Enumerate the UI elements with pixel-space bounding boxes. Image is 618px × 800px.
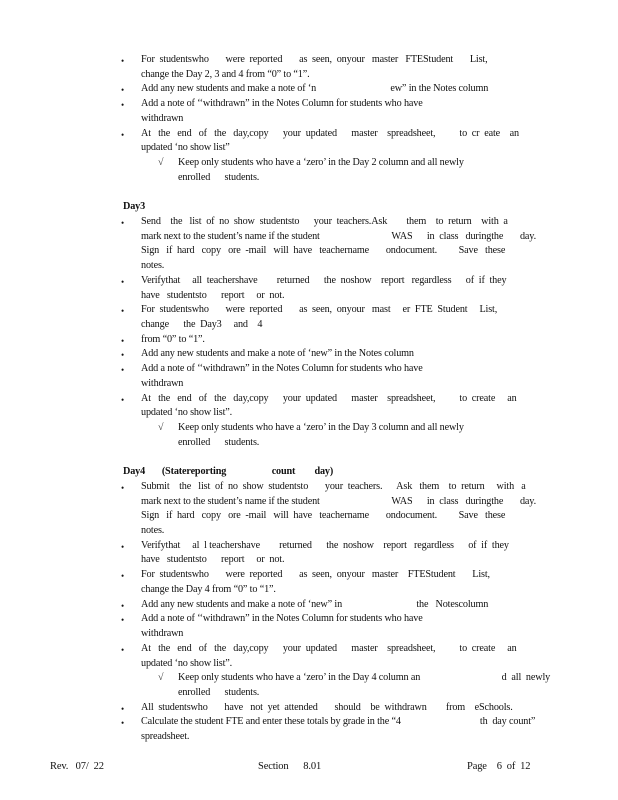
section-heading: Day3 — [123, 201, 146, 213]
text-line: Add any new students and make a note of ‘n ew” in the Notes column — [141, 83, 489, 95]
text-line: At the end of the day,copy your updated master spreadsheet, to create an — [141, 392, 517, 404]
text-line: enrolled students. — [178, 686, 260, 698]
text-line: Add a note of ‘‘withdrawn” in the Notes Column for students who have — [141, 613, 423, 625]
checkmark-icon: √ — [158, 157, 164, 169]
text-line: Sign if hard copy ore -mail will have teachername ondocument. Save these — [141, 510, 506, 522]
bullet-icon: • — [121, 482, 125, 493]
text-line: Keep only students who have a ‘zero’ in the Day 4 column an d all newly — [178, 672, 551, 684]
text-line: spreadsheet. — [141, 731, 190, 743]
text-line: Add a note of ‘‘withdrawn” in the Notes Column for students who have — [141, 363, 423, 375]
text-line: withdrawn — [141, 112, 184, 124]
text-line: For studentswho were reported as seen, onyour master FTEStudent List, — [141, 569, 490, 581]
text-line: mark next to the student’s name if the student WAS in class duringthe day. — [141, 230, 536, 242]
bullet-icon: • — [121, 306, 125, 317]
text-line: change the Day 4 from “0” to “1”. — [141, 583, 276, 595]
text-line: Verifythat all teachershave returned the noshow report regardless of if they — [141, 274, 507, 286]
text-line: have studentsto report or not. — [141, 289, 285, 301]
text-line: notes. — [141, 260, 165, 272]
text-line: Add any new students and make a note of ‘new” in the Notes column — [141, 348, 414, 360]
text-line: For studentswho were reported as seen, onyour mast er FTE Student List, — [141, 304, 498, 316]
text-line: Keep only students who have a ‘zero’ in the Day 2 column and all newly — [178, 157, 464, 169]
bullet-icon: • — [121, 85, 125, 96]
text-line: At the end of the day,copy your updated master spreadsheet, to create an — [141, 642, 517, 654]
bullet-icon: • — [121, 276, 125, 287]
text-line: Submit the list of no show studentsto your teachers. Ask them to return with a — [141, 480, 526, 492]
text-line: withdrawn — [141, 377, 184, 389]
text-line: updated ‘no show list”. — [141, 657, 233, 669]
text-line: Calculate the student FTE and enter these totals by grade in the “4 th day count” — [141, 716, 536, 728]
checkmark-icon: √ — [158, 422, 164, 433]
text-line: Add any new students and make a note of ‘new” in the Notescolumn — [141, 598, 489, 610]
bullet-icon: • — [121, 350, 125, 361]
text-line: Keep only students who have a ‘zero’ in the Day 3 column and all newly — [178, 422, 464, 433]
bullet-icon: • — [121, 571, 125, 582]
text-line: mark next to the student’s name if the student WAS in class duringthe day. — [141, 495, 536, 507]
bullet-icon: • — [121, 56, 125, 66]
bullet-icon: • — [121, 541, 125, 552]
checkmark-icon: √ — [158, 672, 164, 684]
bullet-icon: • — [121, 718, 125, 729]
text-line: Verifythat al l teachershave returned the noshow report regardless of if they — [141, 539, 509, 551]
text-line: enrolled students. — [178, 436, 260, 448]
section-heading: Day4 (Statereporting count day) — [123, 466, 334, 478]
text-line: have studentsto report or not. — [141, 554, 285, 566]
text-line: from “0” to “1”. — [141, 333, 205, 345]
text-line: Sign if hard copy ore -mail will have teachername ondocument. Save these — [141, 245, 506, 257]
text-line: change the Day 2, 3 and 4 from “0” to “1”. — [141, 68, 310, 80]
text-line: notes. — [141, 525, 165, 537]
bullet-icon: • — [121, 600, 125, 611]
text-line: Send the list of no show studentsto your teachers.Ask them to return with a — [141, 215, 508, 227]
text-line: Add a note of ‘‘withdrawn” in the Notes Column for students who have — [141, 98, 423, 110]
bullet-icon: • — [121, 217, 125, 228]
bullet-icon: • — [121, 615, 125, 626]
bullet-icon: • — [121, 335, 125, 346]
text-line: All studentswho have not yet attended should be withdrawn from eSchools. — [141, 701, 513, 713]
text-line: change the Day3 and 4 — [141, 318, 263, 330]
bullet-icon: • — [121, 129, 125, 140]
text-line: For studentswho were reported as seen, onyour master FTEStudent List, — [141, 54, 488, 65]
footer-revision: Rev. 07/ 22 — [50, 761, 104, 772]
footer-page-number: Page 6 of 12 — [467, 761, 531, 772]
footer-section: Section 8.01 — [258, 761, 322, 772]
bullet-icon: • — [121, 644, 125, 655]
text-line: enrolled students. — [178, 171, 260, 183]
bullet-icon: • — [121, 100, 125, 111]
text-line: updated ‘no show list”. — [141, 407, 233, 419]
bullet-icon: • — [121, 703, 125, 714]
text-line: updated ‘no show list” — [141, 142, 230, 154]
bullet-icon: • — [121, 365, 125, 376]
bullet-icon: • — [121, 394, 125, 405]
text-line: withdrawn — [141, 628, 184, 640]
text-line: At the end of the day,copy your updated master spreadsheet, to cr eate an — [141, 127, 519, 139]
